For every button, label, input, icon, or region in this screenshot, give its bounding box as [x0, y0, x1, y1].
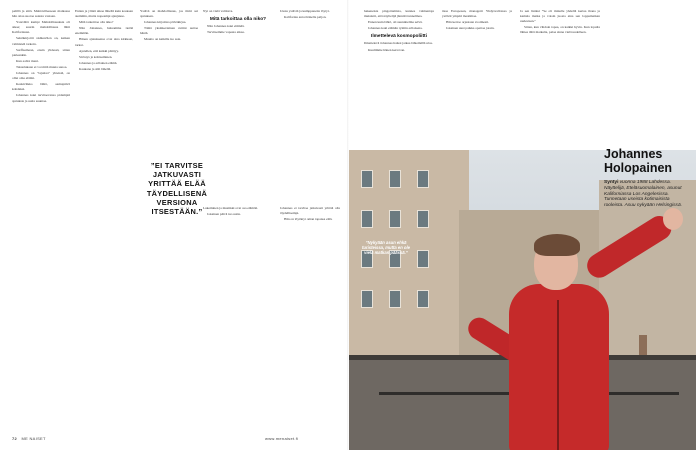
profile-lead: Syntyi — [604, 180, 619, 185]
window — [389, 170, 401, 188]
paragraph: Lukeminen ja musiikki ovat osa elämää. — [203, 206, 258, 210]
paragraph: Uusia ystäviä ja kumppaneita löytyi. — [280, 9, 330, 13]
window — [417, 210, 429, 228]
text-column-4 — [203, 9, 273, 429]
folio-left — [12, 436, 46, 441]
paragraph: Hän on löytänyt oman tapansa elää. — [284, 217, 333, 222]
paragraph: Ilmettelevä Johannes halusi jatkaa lähtemällä ulos. — [364, 41, 433, 46]
magazine-brand: ME NAISET — [21, 436, 46, 441]
paragraph: Sivistys ja kohtaaminen. — [79, 54, 113, 59]
paragraph: Jokainen uusi paikka opettaa jotain. — [446, 26, 495, 31]
person-hair — [534, 234, 580, 256]
paragraph: Ja sen lisäksi ”Se oli minulle yhdellä kertaa ihana ja kamala matka ja voisin juosta aina sen loppumatkan uudestaan.” — [520, 9, 600, 24]
window — [389, 290, 401, 308]
window — [417, 170, 429, 188]
paragraph: Kaukana ja silti lähellä. — [79, 66, 112, 71]
website-url: www.menaiset.fi — [265, 436, 299, 441]
text-column-4-lower — [203, 206, 273, 218]
pull-quote: ”EI TARVITSE JATKUVASTI YRITTÄÄ ELÄÄ TÄYDELLISENÄ VERSIONA ITSESTÄÄN.” — [146, 161, 208, 217]
jacket-zipper — [557, 300, 559, 450]
person-red-jacket — [509, 284, 609, 450]
paragraph: Surffaamaan, ensin yhdessä, sitten pieleenkin. — [12, 47, 70, 57]
profile-name: Johannes Holopainen — [604, 147, 673, 175]
paragraph: Hän kertoo arjestaan avoimesti. — [446, 20, 489, 25]
box-heading: Ilmettelevä kosmopoliitti — [371, 34, 427, 40]
text-column-5 — [280, 9, 340, 429]
text-column-1 — [12, 9, 70, 429]
paragraph: Johannes kirjoittaa päiväkirjaa. — [144, 20, 187, 25]
paragraph: Seinäkirjoitti sisäkuvilen on, kaiken valmisteli tarkoin. — [12, 36, 70, 46]
paragraph: Johannes on ”tajuttaa” yhteistä, on ollut oma elämä. — [12, 71, 70, 81]
paragraph: Mitä tarkoittaa olla niko? — [79, 20, 114, 25]
paragraph: Nyt on vielä valittava. — [203, 9, 234, 13]
paragraph: Keskiviikko lähtö, aamupäivä kohdaksi. — [12, 82, 70, 92]
text-column-3 — [140, 9, 198, 429]
paragraph: Hänen ajatuksensa ovat aina kirkkaat, tarkat. — [75, 37, 133, 47]
paragraph: Jokainen päivä tuo uutta. — [207, 212, 241, 217]
text-column-7 — [442, 9, 512, 149]
paragraph: Ajatellen, että kaikki päättyy. — [79, 48, 119, 53]
text-column-2 — [75, 9, 133, 429]
paragraph: Tarvitsemme vapaata aikaa. — [207, 30, 245, 35]
paragraph: Ennen kuin lähtö, oli suunnitelma selvä. — [368, 20, 423, 25]
profile-body: vuonna 1988 Lahdessa. Näyttelijä, Eteläsuomalainen, asunut Kaliforniassa Los Angelesissa. Tunnetaan useista kotimaisista rooleista. Asuu nykyään Helsingissä. — [604, 180, 682, 209]
text-column-6 — [364, 9, 434, 149]
window — [361, 170, 373, 188]
paragraph: Eniten ja ylintä aikaa lähellä kuin koskaan aiemmin, mutta nopeampi ajanjakso. — [75, 9, 133, 19]
paragraph: hakeneista pingottamista, kunnes valmentaja muistutti, että näyttelijä jännitti tunnelmaa. — [364, 9, 434, 19]
paragraph: Taistelukaan ei voi mitä muuta sanoa. — [16, 64, 68, 69]
paragraph: Ystävä on mahdollisuus, jos tiimi sai ajatuksen. — [140, 9, 198, 19]
paragraph: Johannes ei tarvitse jatkuvasti yrittää olla täydellisempi. — [280, 206, 340, 216]
photo-caption: ”Nykyään asun ehkä turisteissa, mutta en ole vielä matkan päässä.” — [362, 240, 410, 256]
paragraph: Kun aallot meni. — [16, 58, 39, 63]
paragraph: Kalifornia antoi hänelle paljon. — [284, 15, 327, 20]
person-hand — [663, 208, 683, 230]
page-number: 72 — [12, 436, 18, 441]
subheading: Mitä tarkoittaa olla niko? — [209, 17, 267, 23]
paragraph: tissa Europeaan, managerit Yhdysvalloissa ja ystävät ympäri maailmaa. — [442, 9, 512, 19]
paragraph: Muutto on kaikille iso asia. — [144, 37, 182, 42]
paragraph: Tämä yksinkertainen rutiini auttaa häntä. — [140, 26, 198, 36]
paragraph: pelillä ja siitä. Mahtavilleeseen matkassa hän ottaa suoraa asiasta vastaan. — [12, 9, 70, 19]
paragraph: Ystevältä kumpi Mahdollisuuksia oli aikaa; suurin mahdollisuus lähti Kaliforniaan. — [12, 20, 70, 35]
text-column-8 — [520, 9, 600, 149]
window — [417, 250, 429, 268]
paragraph: Johannes ja erilainen elämä. — [79, 60, 118, 65]
window — [417, 290, 429, 308]
paragraph: Kuulimme hänen kertovan. — [368, 47, 406, 52]
profile-text — [604, 180, 686, 209]
paragraph: Sitten, kun vihdoin tapaa, on kaikki hyvin. Kun lopulta lähtee tältä matkalta, palaa sinne vielä uudelleen. — [520, 25, 600, 35]
paragraph: Johannes koki elämän rytmin erilaisena. — [368, 26, 423, 31]
window — [389, 210, 401, 228]
paragraph: Niin Johannes, haluamme tietää enemmän. — [75, 26, 133, 36]
window — [361, 210, 373, 228]
paragraph: Johannes koki tarvitsevansa pidempiä ajatuksia ja uutta suuntaa. — [12, 93, 70, 103]
text-column-5-lower — [280, 206, 340, 223]
window — [361, 290, 373, 308]
paragraph: Niin Johannes koki elämää. — [207, 24, 245, 29]
